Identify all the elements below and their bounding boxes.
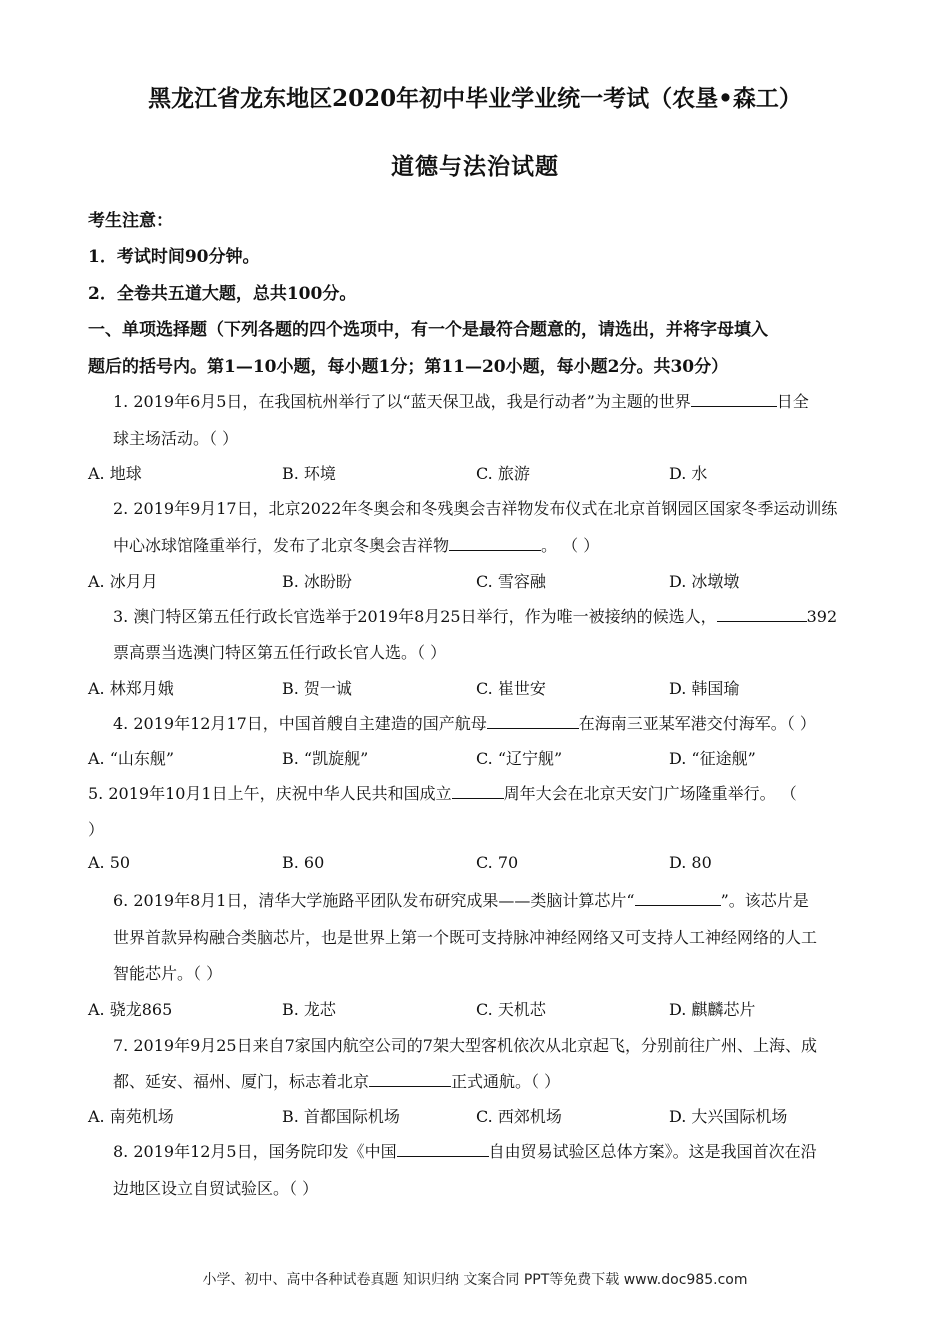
question-5-option-d: D. 80 bbox=[669, 853, 712, 872]
question-5-line-2: ） bbox=[88, 820, 105, 839]
answer-blank bbox=[449, 536, 541, 551]
question-6-option-a: A. 骁龙865 bbox=[88, 1000, 173, 1019]
question-7-option-a: A. 南苑机场 bbox=[88, 1107, 174, 1126]
question-text: 自由贸易试验区总体方案》。这是我国首次在沿 bbox=[488, 1142, 817, 1161]
question-5-option-b: B. 60 bbox=[282, 853, 325, 872]
notice-item-1: 1．考试时间90分钟。 bbox=[88, 247, 260, 267]
question-text: 中心冰球馆隆重举行，发布了北京冬奥会吉祥物 bbox=[113, 536, 450, 555]
answer-blank bbox=[452, 784, 504, 799]
question-text: 。 （ ） bbox=[541, 536, 600, 555]
question-6-option-b: B. 龙芯 bbox=[282, 1000, 336, 1019]
question-4-option-c: C. “辽宁舰” bbox=[476, 749, 563, 768]
question-3-line-2: 票高票当选澳门特区第五任行政长官人选。（ ） bbox=[113, 643, 447, 662]
question-6-option-c: C. 天机芯 bbox=[476, 1000, 546, 1019]
page-footer: 小学、初中、高中各种试卷真题 知识归纳 文案合同 PPT等免费下载 www.doc985.com bbox=[202, 1272, 748, 1288]
question-text: 都、延安、福州、厦门，标志着北京 bbox=[113, 1072, 370, 1091]
question-1-line-1 bbox=[113, 389, 809, 412]
question-5-option-c: C. 70 bbox=[476, 853, 519, 872]
question-text: 日全 bbox=[776, 392, 809, 411]
question-1-option-a: A. 地球 bbox=[88, 464, 142, 483]
question-2-option-a: A. 冰月月 bbox=[88, 572, 158, 591]
question-2-option-c: C. 雪容融 bbox=[476, 572, 546, 591]
question-5-option-a: A. 50 bbox=[88, 853, 131, 872]
question-text: 6. 2019年8月1日，清华大学施路平团队发布研究成果——类脑计算芯片“ bbox=[113, 891, 635, 910]
answer-blank bbox=[487, 714, 579, 729]
question-text: 3. 澳门特区第五任行政长官选举于2019年8月25日举行，作为唯一被接纳的候选人， bbox=[113, 607, 717, 626]
question-2-option-b: B. 冰盼盼 bbox=[282, 572, 352, 591]
question-text: 周年大会在北京天安门广场隆重举行。 （ bbox=[503, 784, 797, 803]
question-1-line-2: 球主场活动。（ ） bbox=[113, 429, 239, 448]
answer-blank bbox=[635, 891, 721, 906]
question-text: 392 bbox=[806, 607, 838, 626]
question-2-line-1: 2. 2019年9月17日，北京2022年冬奥会和冬残奥会吉祥物发布仪式在北京首钢园区国家冬季运动训练 bbox=[113, 499, 838, 518]
question-text: 8. 2019年12月5日，国务院印发《中国 bbox=[113, 1142, 397, 1161]
answer-blank bbox=[397, 1142, 489, 1157]
question-5-line-1 bbox=[88, 781, 797, 804]
question-2-option-d: D. 冰墩墩 bbox=[669, 572, 740, 591]
question-3-option-b: B. 贺一诚 bbox=[282, 679, 352, 698]
question-7-line-2 bbox=[113, 1069, 560, 1092]
question-6-line-1 bbox=[113, 888, 809, 911]
answer-blank bbox=[717, 607, 807, 622]
question-7-option-c: C. 西郊机场 bbox=[476, 1107, 562, 1126]
question-6-line-2: 世界首款异构融合类脑芯片，也是世界上第一个既可支持脉冲神经网络又可支持人工神经网络的人工 bbox=[113, 928, 818, 947]
question-4-option-a: A. “山东舰” bbox=[88, 749, 175, 768]
question-1-option-c: C. 旅游 bbox=[476, 464, 530, 483]
notice-heading: 考生注意： bbox=[88, 211, 173, 231]
question-3-option-a: A. 林郑月娥 bbox=[88, 679, 174, 698]
question-6-option-d: D. 麒麟芯片 bbox=[669, 1000, 756, 1019]
question-4-option-b: B. “凯旋舰” bbox=[282, 749, 369, 768]
page-title: 黑龙江省龙东地区2020年初中毕业学业统一考试（农垦•森工） bbox=[148, 85, 802, 112]
question-3-option-c: C. 崔世安 bbox=[476, 679, 546, 698]
question-1-option-b: B. 环境 bbox=[282, 464, 336, 483]
question-7-line-1: 7. 2019年9月25日来自7家国内航空公司的7架大型客机依次从北京起飞，分别前往广州、上海、成 bbox=[113, 1036, 817, 1055]
question-1-option-d: D. 水 bbox=[669, 464, 708, 483]
answer-blank bbox=[369, 1072, 451, 1087]
question-4-line-1 bbox=[113, 711, 816, 734]
question-text: 1. 2019年6月5日，在我国杭州举行了以“蓝天保卫战，我是行动者”为主题的世界 bbox=[113, 392, 691, 411]
section-heading-line-1: 一、单项选择题（下列各题的四个选项中，有一个是最符合题意的，请选出，并将字母填入 bbox=[88, 320, 768, 340]
question-4-option-d: D. “征途舰” bbox=[669, 749, 756, 768]
question-text: 在海南三亚某军港交付海军。（ ） bbox=[578, 714, 816, 733]
page-subtitle: 道德与法治试题 bbox=[391, 153, 559, 180]
question-3-option-d: D. 韩国瑜 bbox=[669, 679, 740, 698]
answer-blank bbox=[691, 392, 777, 407]
question-7-option-d: D. 大兴国际机场 bbox=[669, 1107, 788, 1126]
question-6-line-3: 智能芯片。（ ） bbox=[113, 964, 223, 983]
section-heading-line-2: 题后的括号内。第1—10小题，每小题1分；第11—20小题，每小题2分。共30分） bbox=[88, 357, 729, 377]
question-text: 5. 2019年10月1日上午，庆祝中华人民共和国成立 bbox=[88, 784, 452, 803]
question-7-option-b: B. 首都国际机场 bbox=[282, 1107, 400, 1126]
question-8-line-2: 边地区设立自贸试验区。（ ） bbox=[113, 1179, 319, 1198]
question-2-line-2 bbox=[113, 533, 599, 556]
question-8-line-1 bbox=[113, 1139, 817, 1162]
question-3-line-1 bbox=[113, 604, 837, 627]
notice-item-2: 2．全卷共五道大题，总共100分。 bbox=[88, 284, 357, 304]
question-text: ”。该芯片是 bbox=[720, 891, 809, 910]
question-text: 正式通航。（ ） bbox=[451, 1072, 561, 1091]
question-text: 4. 2019年12月17日，中国首艘自主建造的国产航母 bbox=[113, 714, 487, 733]
